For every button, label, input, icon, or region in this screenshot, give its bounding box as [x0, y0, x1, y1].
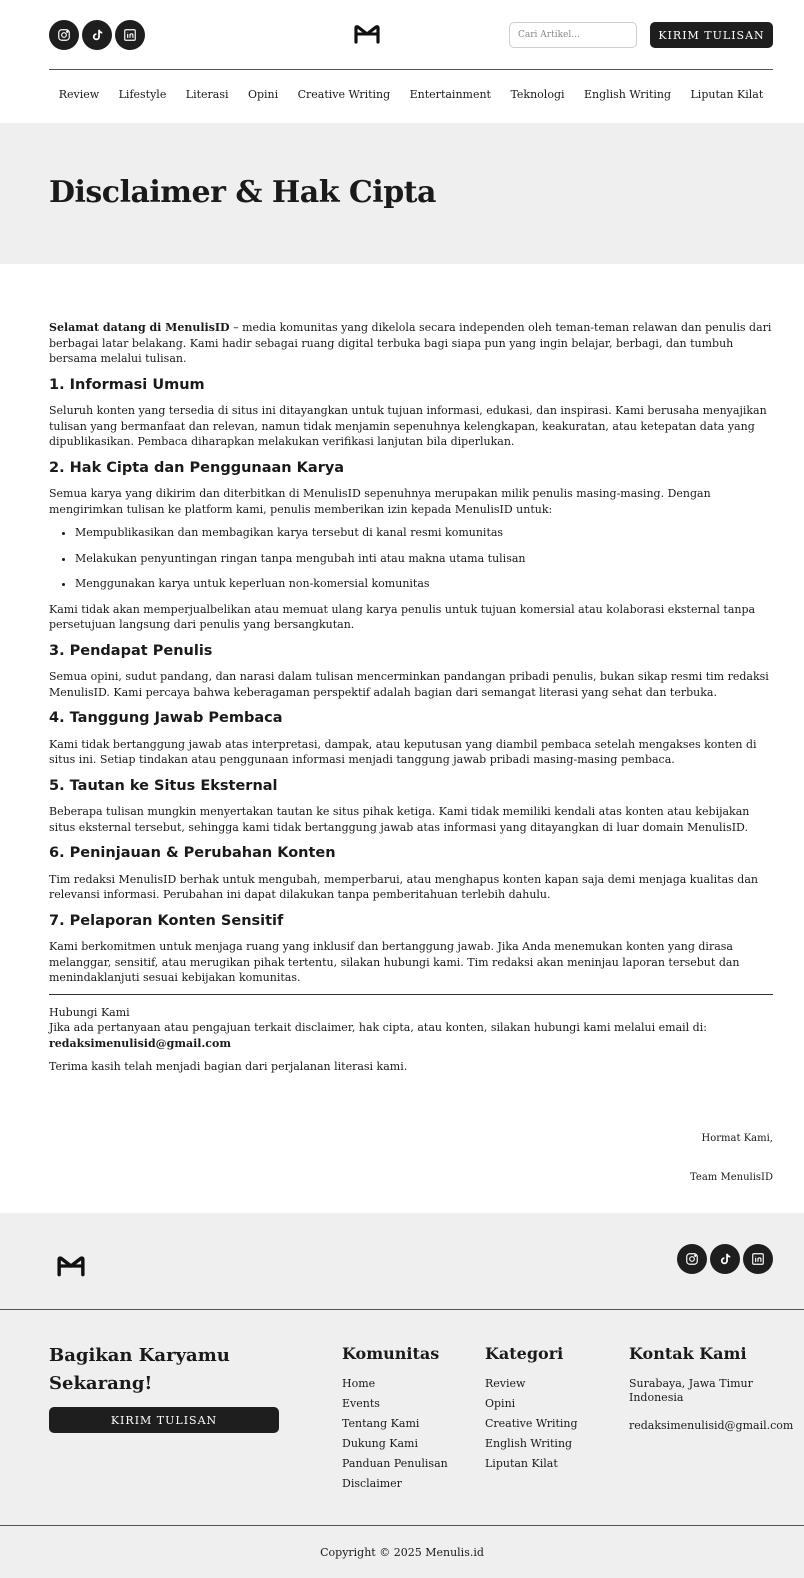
section-text: Seluruh konten yang tersedia di situs ini ditayangkan untuk tujuan informasi, edukasi, dan inspirasi. Kami berusaha menyajikan tulisan yang bermanfaat dan relevan, namun tidak menjamin sepenuhnya kelengkapan, keakuratan, atau ketepatan data yang dipublikasikan. Pembaca diharapkan melakukan verifikasi lanjutan bila diperlukan.: [49, 404, 767, 448]
footer-main: [0, 1310, 804, 1525]
list-item: • Menggunakan karya untuk keperluan non-komersial komunitas: [75, 576, 773, 592]
linkedin-icon[interactable]: [743, 1244, 773, 1274]
menulis-logo[interactable]: [354, 24, 380, 44]
footer-column-title: Kontak Kami: [629, 1344, 747, 1363]
nav-item-entertainment[interactable]: Entertainment: [409, 88, 491, 101]
article-content: [49, 320, 773, 1186]
page-hero: [0, 123, 804, 264]
section-text: Semua karya yang dikirim dan diterbitkan di MenulisID sepenuhnya merupakan milik penulis masing-masing. Dengan mengirimkan tulisan ke platform kami, penulis memberikan izin kepada MenulisID untuk:: [49, 487, 711, 516]
intro-text: – media komunitas yang dikelola secara independen oleh teman-teman relawan dan penulis dari berbagai latar belakang. Kami hadir sebagai ruang digital terbuka bagi siapa pun yang ingin belajar, berbagi, dan tumbuh bersama melalui tulisan.: [49, 321, 772, 365]
content-divider: [49, 994, 773, 995]
footer-link-tentang-kami[interactable]: Tentang Kami: [342, 1417, 420, 1430]
section-text: Tim redaksi MenulisID berhak untuk mengubah, memperbarui, atau menghapus konten kapan saja demi menjaga kualitas dan relevansi informasi. Perubahan ini dapat dilakukan tanpa pemberitahuan terlebih dahulu.: [49, 872, 758, 901]
footer-social-links: [677, 1244, 773, 1274]
section-text: Kami tidak akan memperjualbelikan atau memuat ulang karya penulis untuk tujuan komersial atau kolaborasi eksternal tanpa persetujuan langsung dari penulis yang bersangkutan.: [49, 602, 756, 631]
search-input[interactable]: [509, 22, 637, 48]
contact-description: Jika ada pertanyaan atau pengajuan terkait disclaimer, hak cipta, atau konten, silakan hubungi kami melalui email di:: [49, 1021, 707, 1034]
section-text: Kami berkomitmen untuk menjaga ruang yang inklusif dan bertanggung jawab. Jika Anda menemukan konten yang dirasa melanggar, sensitif, atau merugikan pihak tertentu, silakan hubungi kami. Tim redaksi akan meninjau laporan tersebut dan menindaklanjuti sesuai kebijakan komunitas.: [49, 940, 740, 984]
footer-link-review[interactable]: Review: [485, 1377, 526, 1390]
social-links: [49, 20, 145, 50]
list-item: • Mempublikasikan dan membagikan karya tersebut di kanal resmi komunitas: [75, 525, 773, 541]
nav-item-liputan-kilat[interactable]: Liputan Kilat: [690, 88, 764, 101]
footer-submit-button[interactable]: KIRIM TULISAN: [49, 1407, 279, 1433]
list-item: • Melakukan penyuntingan ringan tanpa mengubah inti atau makna utama tulisan: [75, 551, 773, 567]
section-heading: 6. Peninjauan & Perubahan Konten: [49, 845, 336, 861]
intro-paragraph: [49, 320, 773, 367]
nav-item-lifestyle[interactable]: Lifestyle: [118, 88, 167, 101]
menulis-logo[interactable]: [57, 1255, 85, 1277]
footer-kontak: [629, 1344, 799, 1439]
copyright-text: Copyright © 2025 Menulis.id: [320, 1545, 484, 1559]
section-heading: 4. Tanggung Jawab Pembaca: [49, 710, 283, 726]
nav-item-opini[interactable]: Opini: [247, 88, 279, 101]
permission-list: [75, 525, 773, 592]
main-nav: [49, 88, 773, 101]
nav-item-creative-writing[interactable]: Creative Writing: [297, 88, 391, 101]
footer-link-dukung-kami[interactable]: Dukung Kami: [342, 1437, 419, 1450]
signature-team: Team MenulisID: [690, 1172, 773, 1183]
footer-link-liputan-kilat[interactable]: Liputan Kilat: [485, 1457, 558, 1470]
section-heading: 3. Pendapat Penulis: [49, 642, 213, 659]
section-heading: 2. Hak Cipta dan Penggunaan Karya: [49, 459, 345, 476]
instagram-icon[interactable]: [49, 20, 79, 50]
footer-link-home[interactable]: Home: [342, 1377, 376, 1390]
contact-text: [49, 1020, 773, 1051]
footer-kategori: [485, 1344, 578, 1477]
footer-link-events[interactable]: Events: [342, 1397, 380, 1410]
section-heading: 7. Pelaporan Konten Sensitif: [49, 912, 284, 929]
nav-item-english-writing[interactable]: English Writing: [583, 88, 672, 101]
site-header: [0, 0, 804, 123]
section-heading: 1. Informasi Umum: [49, 376, 205, 393]
footer-bottom: [0, 1526, 804, 1578]
footer-komunitas: [342, 1344, 448, 1497]
tiktok-icon[interactable]: [710, 1244, 740, 1274]
footer-column-title: Kategori: [485, 1344, 564, 1363]
instagram-icon[interactable]: [677, 1244, 707, 1274]
contact-email-link[interactable]: redaksimenulisid@gmail.com: [49, 1036, 231, 1050]
nav-item-literasi[interactable]: Literasi: [185, 88, 229, 101]
submit-article-button[interactable]: KIRIM TULISAN: [650, 22, 773, 48]
tiktok-icon[interactable]: [82, 20, 112, 50]
section-text: Semua opini, sudut pandang, dan narasi dalam tulisan mencerminkan pandangan pribadi penulis, bukan sikap resmi tim redaksi MenulisID. Kami percaya bahwa keberagaman perspektif adalah bagian dari semangat literasi yang sehat dan terbuka.: [49, 670, 769, 699]
footer-top: [0, 1213, 804, 1309]
footer-link-opini[interactable]: Opini: [485, 1397, 516, 1410]
nav-item-teknologi[interactable]: Teknologi: [510, 88, 565, 101]
footer-promo-heading: Bagikan Karyamu Sekarang!: [49, 1345, 230, 1394]
signature-greeting: Hormat Kami,: [701, 1132, 773, 1144]
footer-link-panduan-penulisan[interactable]: Panduan Penulisan: [342, 1457, 448, 1470]
section-heading: 5. Tautan ke Situs Eksternal: [49, 777, 278, 794]
footer-email-link[interactable]: redaksimenulisid@gmail.com: [629, 1419, 794, 1432]
footer-link-disclaimer[interactable]: Disclaimer: [342, 1477, 402, 1490]
linkedin-icon[interactable]: [115, 20, 145, 50]
section-text: Kami tidak bertanggung jawab atas interpretasi, dampak, atau keputusan yang diambil pembaca setelah mengakses konten di situs ini. Setiap tindakan atau penggunaan informasi menjadi tanggung jawab pribadi masing-masing pembaca.: [49, 737, 757, 766]
footer-address: Surabaya, Jawa Timur Indonesia: [629, 1377, 753, 1404]
nav-item-review[interactable]: Review: [58, 88, 100, 101]
intro-bold: Selamat datang di MenulisID: [49, 321, 230, 334]
footer-link-english-writing[interactable]: English Writing: [485, 1437, 573, 1450]
page-title: Disclaimer & Hak Cipta: [49, 175, 436, 210]
footer-column-title: Komunitas: [342, 1344, 440, 1363]
thanks-text: Terima kasih telah menjadi bagian dari perjalanan literasi kami.: [49, 1060, 408, 1073]
contact-title: Hubungi Kami: [49, 1005, 130, 1019]
header-divider: [49, 69, 773, 70]
footer-link-creative-writing[interactable]: Creative Writing: [485, 1417, 578, 1430]
section-text: Beberapa tulisan mungkin menyertakan tautan ke situs pihak ketiga. Kami tidak memiliki kendali atas konten atau kebijakan situs eksternal tersebut, sehingga kami tidak bertanggung jawab atas informasi yang ditayangkan di luar domain MenulisID.: [49, 805, 750, 834]
